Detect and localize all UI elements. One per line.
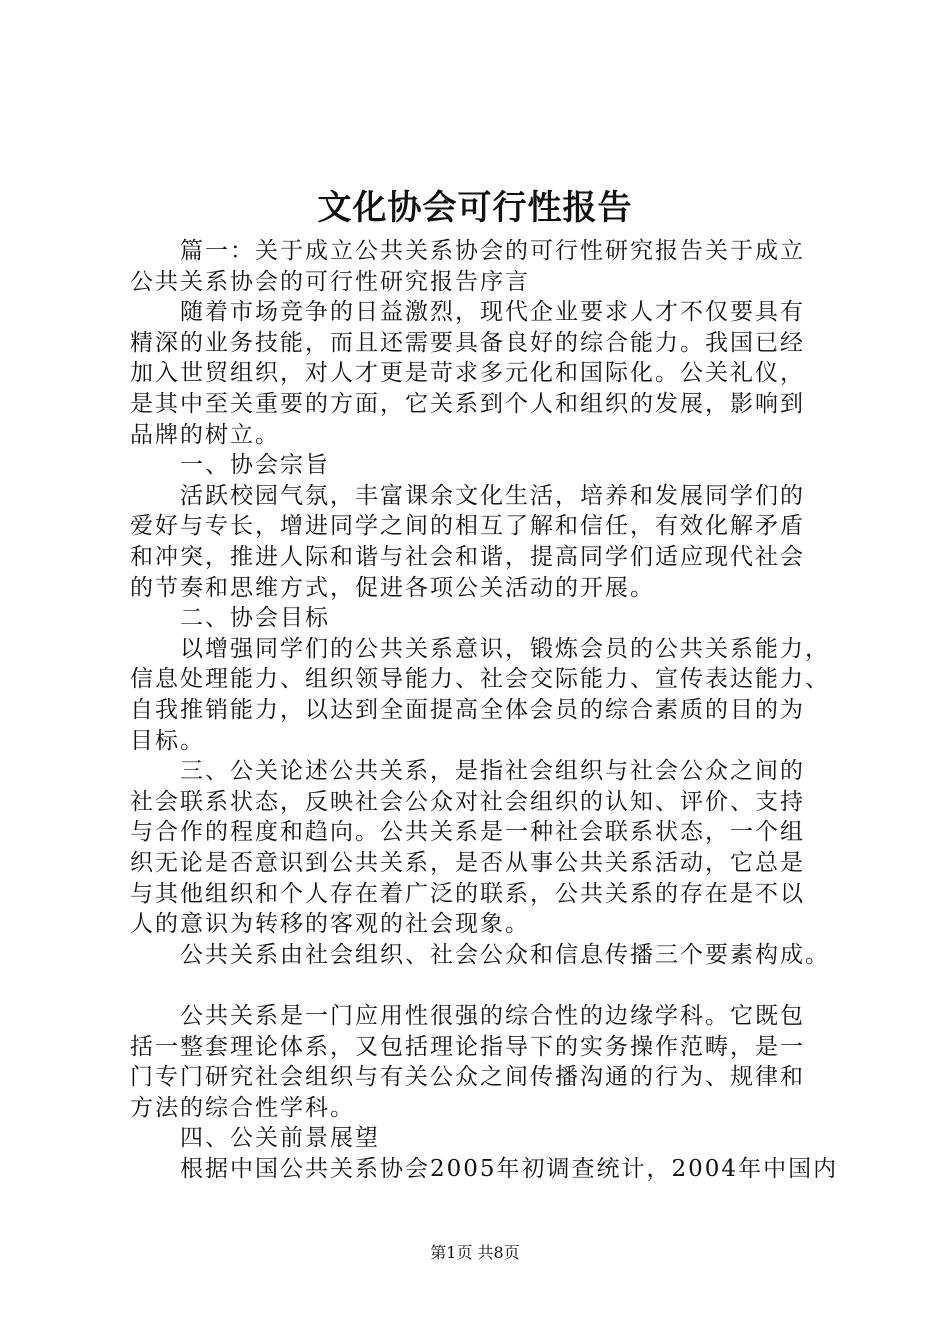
body-line: 是其中至关重要的方面，它关系到个人和组织的发展，影响到 <box>130 391 805 417</box>
body-line: 加入世贸组织，对人才更是苛求多元化和国际化。公关礼仪， <box>130 360 805 386</box>
body-line: 方法的综合性学科。 <box>130 1095 355 1121</box>
body-line: 人的意识为转移的客观的社会现象。 <box>130 911 530 937</box>
body-line: 与合作的程度和趋向。公共关系是一种社会联系状态，一个组 <box>130 819 805 845</box>
body-line: 品牌的树立。 <box>130 422 280 448</box>
body-line: 织无论是否意识到公共关系，是否从事公共关系活动，它总是 <box>130 850 805 876</box>
body-line: 三、公关论述公共关系，是指社会组织与社会公众之间的 <box>130 758 805 784</box>
body-line: 与其他组织和个人存在着广泛的联系，公共关系的存在是不以 <box>130 881 805 907</box>
document-title: 文化协会可行性报告 <box>317 188 633 228</box>
body-line: 随着市场竞争的日益激烈，现代企业要求人才不仅要具有 <box>130 299 805 325</box>
body-line: 爱好与专长，增进同学之间的相互了解和信任，有效化解矛盾 <box>130 513 805 539</box>
body-line: 括一整套理论体系，又包括理论指导下的实务操作范畴，是一 <box>130 1034 805 1060</box>
body-line: 一、协会宗旨 <box>130 452 330 478</box>
body-line: 根据中国公共关系协会2005年初调查统计，2004年中国内 <box>130 1156 839 1182</box>
body-line: 的节奏和思维方式，促进各项公关活动的开展。 <box>130 575 655 601</box>
body-line: 自我推销能力，以达到全面提高全体会员的综合素质的目的为 <box>130 697 805 723</box>
body-line: 精深的业务技能，而且还需要具备良好的综合能力。我国已经 <box>130 330 805 356</box>
page-footer: 第1页 共8页 <box>430 1243 520 1262</box>
body-line: 和冲突，推进人际和谐与社会和谐，提高同学们适应现代社会 <box>130 544 805 570</box>
body-line: 门专门研究社会组织与有关公众之间传播沟通的行为、规律和 <box>130 1064 805 1090</box>
body-line: 信息处理能力、组织领导能力、社会交际能力、宣传表达能力、 <box>130 666 830 692</box>
body-line: 篇一：关于成立公共关系协会的可行性研究报告关于成立 <box>130 238 805 264</box>
body-line: 社会联系状态，反映社会公众对社会组织的认知、评价、支持 <box>130 789 805 815</box>
body-line: 目标。 <box>130 728 205 754</box>
body-line: 公共关系协会的可行性研究报告序言 <box>130 269 530 295</box>
body-line: 公共关系是一门应用性很强的综合性的边缘学科。它既包 <box>130 1003 805 1029</box>
body-line: 以增强同学们的公共关系意识，锻炼会员的公共关系能力， <box>130 636 830 662</box>
body-line: 公共关系由社会组织、社会公众和信息传播三个要素构成。 <box>130 942 830 968</box>
body-line: 二、协会目标 <box>130 605 330 631</box>
body-line: 活跃校园气氛，丰富课余文化生活，培养和发展同学们的 <box>130 483 805 509</box>
body-line: 四、公关前景展望 <box>130 1125 380 1151</box>
